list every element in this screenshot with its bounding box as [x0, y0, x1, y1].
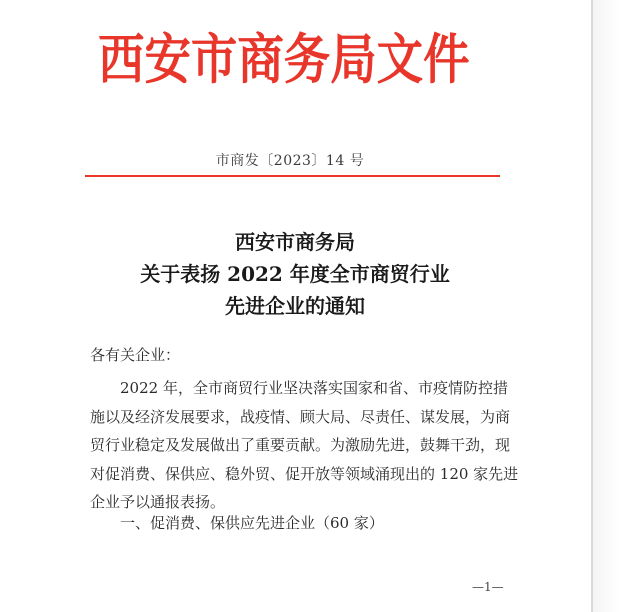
body-line: 对促消费、保供应、稳外贸、促开放等领域涌现出的 120 家先进: [90, 464, 519, 483]
page-number: —1—: [472, 580, 504, 594]
header-red-rule: [85, 175, 500, 177]
document-number: 市商发〔2023〕14 号: [215, 153, 365, 169]
salutation: 各有关企业：: [90, 346, 181, 364]
notice-title-line: 先进企业的通知: [225, 294, 365, 318]
body-line: 2022 年，全市商贸行业坚决落实国家和省、市疫情防控措: [120, 379, 508, 397]
document-header-title: 西安市商务局文件: [98, 27, 470, 91]
page-edge-shadow: [593, 0, 620, 612]
body-line: 施以及经济发展要求，战疫情、顾大局、尽责任、谋发展，为商: [90, 407, 511, 426]
body-line: 企业予以通报表扬。: [90, 493, 226, 511]
section-heading: 一、促消费、保供应先进企业（60 家）: [120, 514, 384, 532]
notice-title-line: 关于表扬 2022 年度全市商贸行业: [140, 262, 450, 286]
body-paragraph: [90, 374, 519, 517]
notice-title-line: 西安市商务局: [235, 230, 355, 254]
notice-title: [0, 226, 590, 322]
body-line: 贸行业稳定及发展做出了重要贡献。为激励先进，鼓舞干劲，现: [90, 436, 511, 454]
